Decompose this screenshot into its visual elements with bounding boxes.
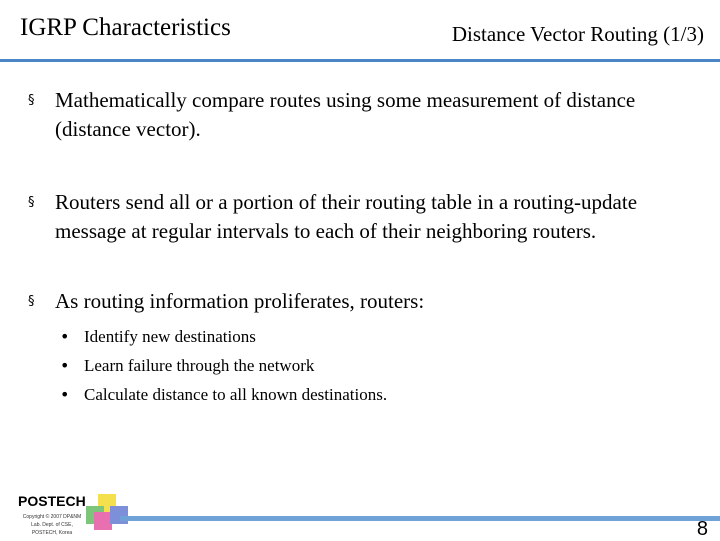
dot-bullet-icon: • xyxy=(60,385,70,404)
footer-divider xyxy=(120,516,720,521)
header-divider xyxy=(0,59,720,62)
sub-bullet-text: Learn failure through the network xyxy=(84,356,315,375)
logo-squares-icon xyxy=(86,494,136,530)
section-bullet-icon: § xyxy=(28,294,35,309)
slide-section-title: IGRP Characteristics xyxy=(20,14,231,41)
bullet-text: Routers send all or a portion of their routing table in a routing-update message at regular intervals to each of their neighboring routers. xyxy=(55,190,638,243)
slide-title: Distance Vector Routing (1/3) xyxy=(451,22,704,46)
bullet-text: Mathematically compare routes using some measurement of distance (distance vector). xyxy=(55,88,636,141)
section-bullet-icon: § xyxy=(28,195,35,210)
bullet-item xyxy=(28,287,698,316)
logo-blue-square xyxy=(110,506,128,524)
sub-bullet-item xyxy=(58,322,698,351)
bullet-text: As routing information proliferates, routers: xyxy=(55,289,425,313)
bullet-item xyxy=(28,188,698,246)
dot-bullet-icon: • xyxy=(60,327,70,346)
sub-bullet-text: Calculate distance to all known destinations. xyxy=(84,385,388,404)
page-number: 8 xyxy=(696,518,708,540)
copyright-notice: Copyright © 2007 DP&NM Lab. Dept. of CSE, POSTECH, Korea xyxy=(22,514,82,536)
dot-bullet-icon: • xyxy=(60,356,70,375)
section-bullet-icon: § xyxy=(28,93,35,108)
bullet-item xyxy=(28,86,698,144)
sub-bullet-list xyxy=(58,322,698,409)
sub-bullet-item xyxy=(58,380,698,409)
bullet-list xyxy=(28,86,698,409)
postech-logo-text: POSTECH xyxy=(18,493,86,509)
sub-bullet-item xyxy=(58,351,698,380)
sub-bullet-text: Identify new destinations xyxy=(84,327,256,346)
